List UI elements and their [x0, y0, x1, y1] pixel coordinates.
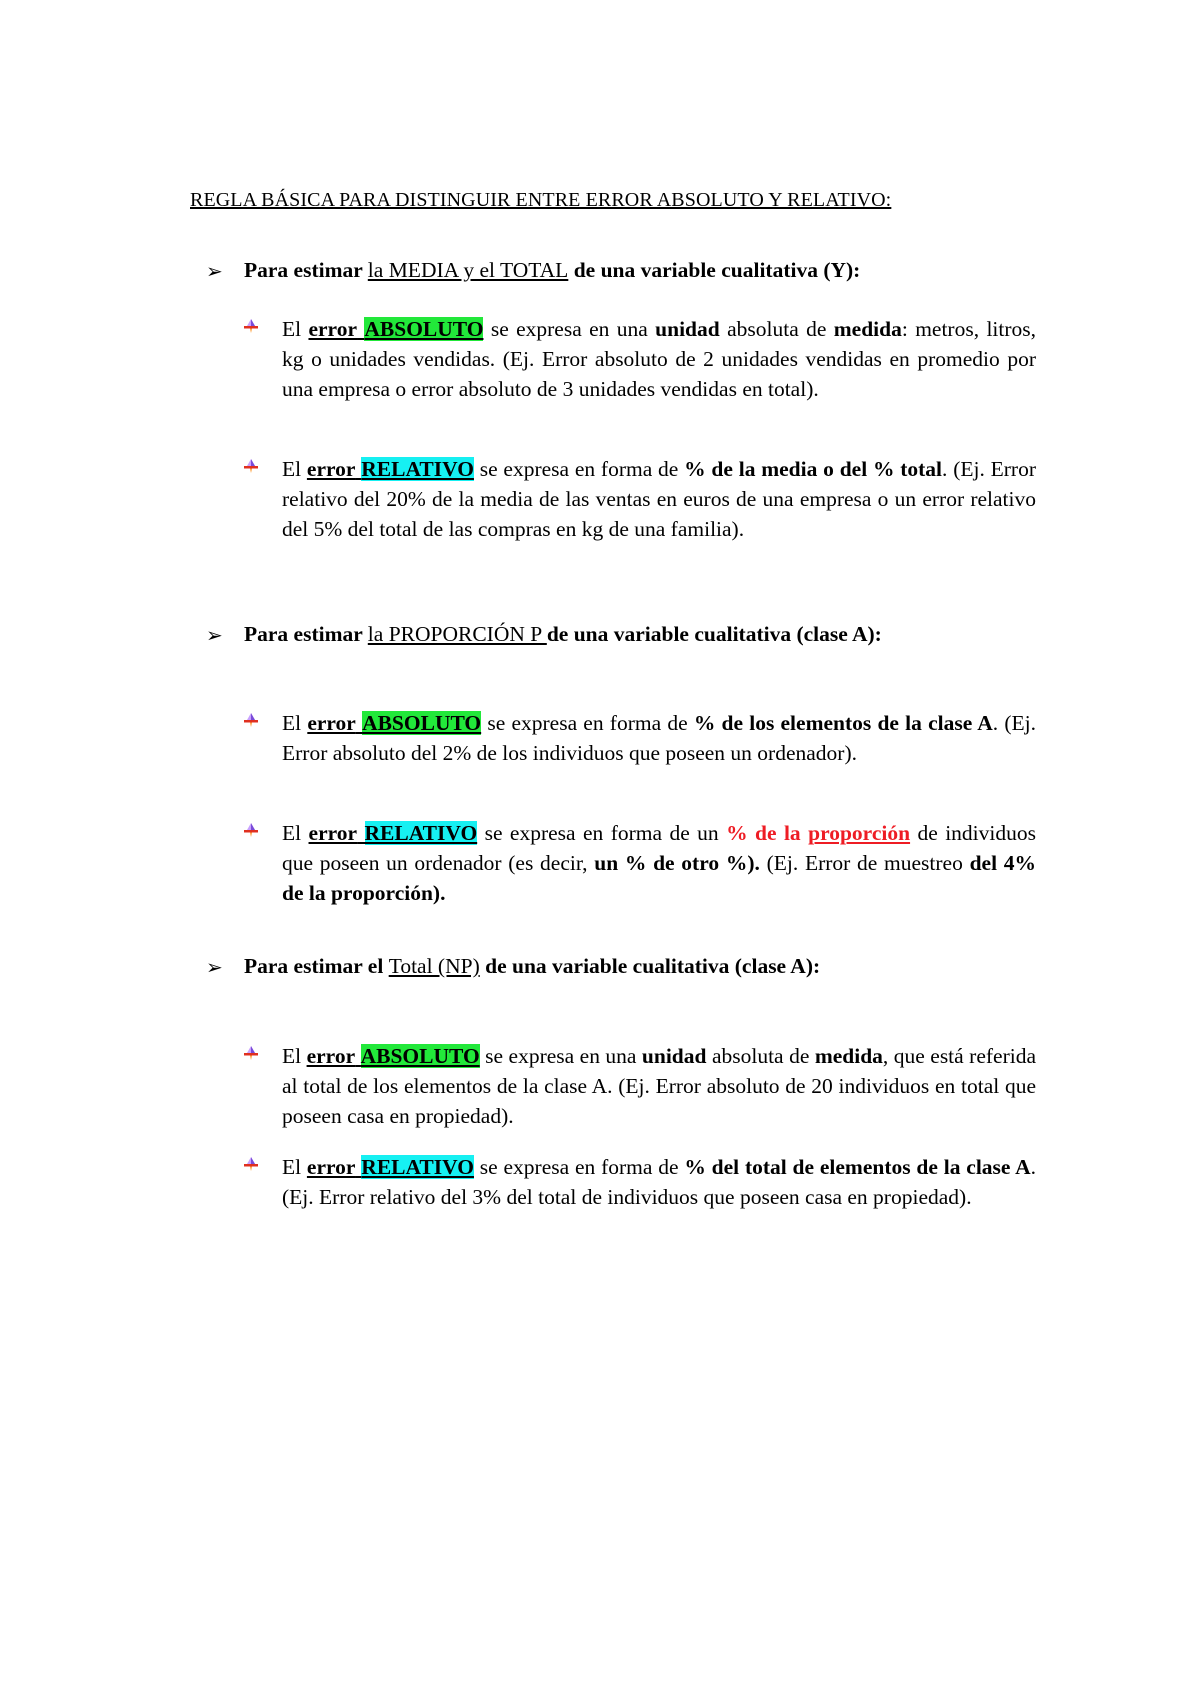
absoluto-highlight: ABSOLUTO [360, 1044, 480, 1068]
document-page: REGLA BÁSICA PARA DISTINGUIR ENTRE ERROR ABSOLUTO Y RELATIVO: ➢ Para estimar la MEDIA y el TOTAL de una variable cualitativa (Y): El error ABSOLUTO se expresa en una unidad absoluta de medida: metros, litros, kg o unidades vendidas. (Ej. Error absoluto de 2 unidades vendidas en promedio por una empresa o error absoluto de 3 unidades vendidas en total). El error RELATIVO se expresa en forma de % de la media o del % total. (Ej. Error relativo del 20% de la media de las ventas en euros de una empresa o un error relativo del 5% del total de las compras en kg de una familia). ➢ Para estimar la PROPORCIÓN P de una variable cualitativa (clase A): El error ABSOLUTO se expresa en forma de % de los elementos de la clase A. (Ej. Error absoluto del 2% de los individuos que poseen un ordenador). El error RELATIVO se expresa en forma de un % de la proporción de individuos que poseen un ordenador (es decir, un % de otro %). (Ej. Error de muestreo del 4% de la proporción). ➢ Para estimar el Total (NP) de una variable cualitativa (clase A): El error ABSOLUTO se expresa en una unidad absoluta de medida, que está referida al total de los elementos de la clase A. (Ej. Error absoluto de 20 individuos en total que poseen casa en propiedad). El error RELATIVO se expresa en forma de % del total de elementos de la clase A. (Ej. Error relativo del 3% del total de individuos que poseen casa en propiedad). [0, 0, 1200, 1696]
absoluto-highlight: ABSOLUTO [364, 317, 484, 341]
relativo-highlight: RELATIVO [364, 821, 478, 845]
pushpin-bullet-icon [244, 1046, 258, 1060]
pushpin-bullet-icon [244, 319, 258, 333]
pushpin-bullet-icon [244, 1157, 258, 1171]
list-item [244, 454, 1036, 544]
list-item [244, 1041, 1036, 1131]
item-paragraph: El error ABSOLUTO se expresa en una unidad absoluta de medida, que está referida al total de los elementos de la clase A. (Ej. Error absoluto de 20 individuos en total que poseen casa en propiedad). [282, 1044, 1036, 1128]
item-paragraph: El error RELATIVO se expresa en forma de % de la media o del % total. (Ej. Error relativo del 20% de la media de las ventas en euros de una empresa o un error relativo del 5% del total de las compras en kg de una familia). [282, 457, 1037, 541]
absoluto-highlight: ABSOLUTO [362, 711, 482, 735]
arrow-bullet-icon: ➢ [206, 261, 223, 283]
list-item [244, 708, 1036, 768]
relativo-highlight: RELATIVO [361, 457, 474, 481]
arrow-bullet-icon: ➢ [206, 957, 223, 979]
item-paragraph: El error RELATIVO se expresa en forma de un % de la proporción de individuos que poseen un ordenador (es decir, un % de otro %). (Ej. Error de muestreo del 4% de la proporción). [282, 821, 1037, 905]
pushpin-bullet-icon [244, 459, 258, 473]
relativo-highlight: RELATIVO [361, 1155, 474, 1179]
list-item [244, 818, 1036, 908]
item-paragraph: El error ABSOLUTO se expresa en forma de % de los elementos de la clase A. (Ej. Error absoluto del 2% de los individuos que poseen un ordenador). [282, 711, 1036, 765]
arrow-bullet-icon: ➢ [206, 625, 223, 647]
list-item [244, 1152, 1036, 1212]
pushpin-bullet-icon [244, 713, 258, 727]
pushpin-bullet-icon [244, 823, 258, 837]
list-item [244, 314, 1036, 404]
item-paragraph: El error ABSOLUTO se expresa en una unidad absoluta de medida: metros, litros, kg o unidades vendidas. (Ej. Error absoluto de 2 unidades vendidas en promedio por una empresa o error absoluto de 3 unidades vendidas en total). [282, 317, 1037, 401]
item-paragraph: El error RELATIVO se expresa en forma de % del total de elementos de la clase A. (Ej. Error relativo del 3% del total de individuos que poseen casa en propiedad). [282, 1155, 1036, 1209]
document-title: REGLA BÁSICA PARA DISTINGUIR ENTRE ERROR ABSOLUTO Y RELATIVO: [190, 189, 892, 211]
